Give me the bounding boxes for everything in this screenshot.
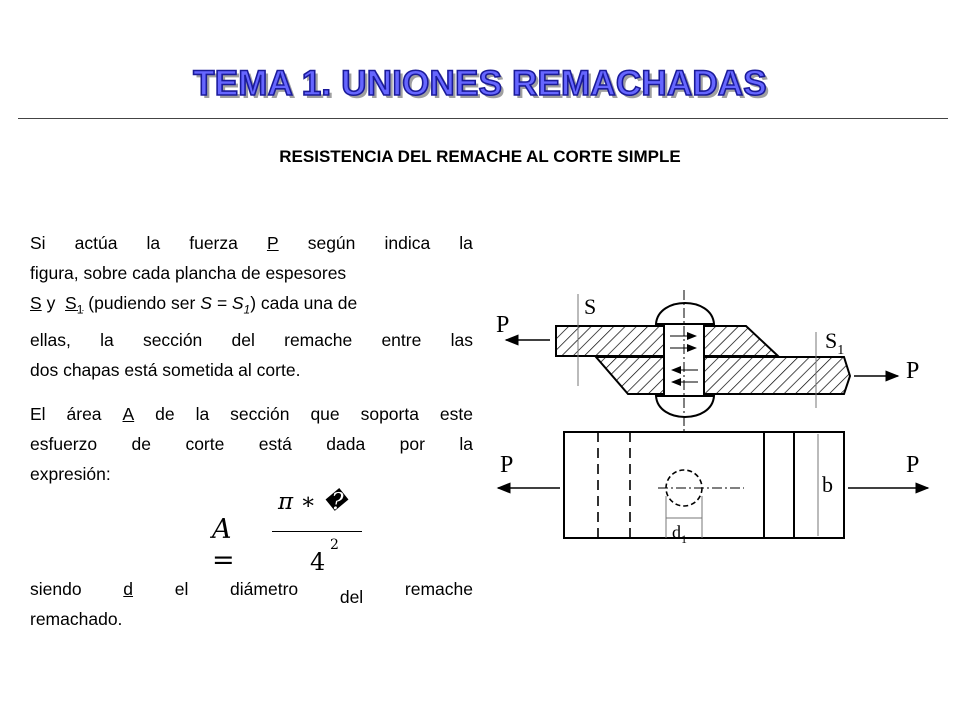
- paragraph-line: [30, 459, 473, 489]
- equality-expression: [200, 288, 250, 325]
- word: El: [30, 404, 46, 424]
- label-p-left-top: P: [496, 312, 510, 338]
- word: sección: [230, 404, 290, 424]
- variable-a: A: [122, 404, 135, 424]
- paragraph-force-description: [30, 228, 473, 385]
- word: diámetro: [230, 579, 299, 599]
- label-p-left-bottom: P: [500, 452, 514, 478]
- text-segment: ) cada una de: [250, 293, 358, 313]
- plan-view-plate: [564, 432, 844, 538]
- title-divider: [18, 118, 948, 119]
- text-segment: dos chapas está sometida al corte.: [30, 359, 301, 380]
- word: y: [46, 293, 56, 313]
- variable-p: P: [266, 233, 279, 253]
- paragraph-area-description: [30, 399, 473, 489]
- slide-title: TEMA 1. UNIONES REMACHADAS: [193, 64, 767, 103]
- text-segment: figura, sobre cada plancha de espesores: [30, 263, 347, 283]
- riveted-joint-diagram: [488, 282, 948, 552]
- variable-d: d: [123, 579, 134, 599]
- paragraph-line: [30, 429, 473, 459]
- paragraph-line: [30, 325, 473, 355]
- word: remache: [404, 579, 473, 599]
- variable-s: S: [30, 293, 42, 313]
- label-b: b: [822, 472, 833, 497]
- subscript: 1: [76, 302, 84, 317]
- word: las: [450, 329, 473, 350]
- label-s: S: [584, 294, 597, 319]
- word: del: [231, 329, 255, 350]
- paragraph-line: [30, 399, 473, 429]
- subscript: 1: [243, 302, 251, 317]
- formula-numerator: π ∗ �: [278, 489, 347, 515]
- word: esfuerzo: [30, 434, 98, 454]
- word: este: [439, 404, 473, 424]
- word: el: [174, 579, 189, 599]
- word: la: [459, 434, 473, 454]
- text-segment: remachado.: [30, 609, 123, 629]
- paragraph-diameter-description: [30, 574, 473, 634]
- formula-denominator: 4: [310, 548, 326, 576]
- word: la: [146, 233, 161, 253]
- text-segment: expresión:: [30, 464, 111, 484]
- fraction-bar: [272, 531, 362, 532]
- label-p-right-bottom: P: [906, 452, 920, 478]
- word: de: [131, 434, 152, 454]
- text-segment: S = S: [200, 293, 244, 313]
- text-segment: (pudiendo ser: [88, 293, 196, 313]
- variable-s1-base: S: [65, 293, 77, 313]
- word: la: [195, 404, 210, 424]
- word: por: [399, 434, 425, 454]
- label-d1-base: d: [672, 522, 681, 542]
- word: corte: [185, 434, 225, 454]
- word: dada: [326, 434, 366, 454]
- word: sección: [142, 329, 203, 350]
- word: indica: [384, 233, 431, 253]
- label-s1-subscript: 1: [837, 343, 845, 358]
- slide-subtitle: RESISTENCIA DEL REMACHE AL CORTE SIMPLE: [279, 147, 681, 166]
- paragraph-line: [30, 288, 473, 325]
- word: soporta: [360, 404, 419, 424]
- word: remache: [284, 329, 353, 350]
- word: actúa: [74, 233, 118, 253]
- word: la: [459, 233, 473, 253]
- paragraph-line: [30, 574, 473, 607]
- word: siendo: [30, 579, 82, 599]
- paragraph-line: [30, 355, 473, 385]
- label-d1-subscript: 1: [681, 532, 687, 546]
- word: según: [307, 233, 356, 253]
- word: Si: [30, 233, 46, 253]
- word: del: [339, 587, 364, 607]
- rivet-head-top: [656, 303, 714, 324]
- word: está: [258, 434, 292, 454]
- word: área: [66, 404, 102, 424]
- label-p-right-top: P: [906, 358, 920, 384]
- rivet-head-bottom: [656, 396, 714, 417]
- formula-lhs: A =: [212, 514, 235, 576]
- paragraph-line: [30, 228, 473, 258]
- word: de: [155, 404, 175, 424]
- word: la: [100, 329, 114, 350]
- variable-s1: [65, 288, 83, 325]
- word: entre: [381, 329, 422, 350]
- lower-plate: [596, 357, 850, 394]
- formula-exponent: 2: [330, 537, 339, 553]
- paragraph-line: [30, 258, 473, 288]
- word: que: [310, 404, 340, 424]
- word: ellas,: [30, 329, 71, 350]
- label-s1-base: S: [825, 328, 838, 353]
- word: fuerza: [189, 233, 238, 253]
- paragraph-line: [30, 604, 473, 634]
- label-s1: [825, 328, 844, 358]
